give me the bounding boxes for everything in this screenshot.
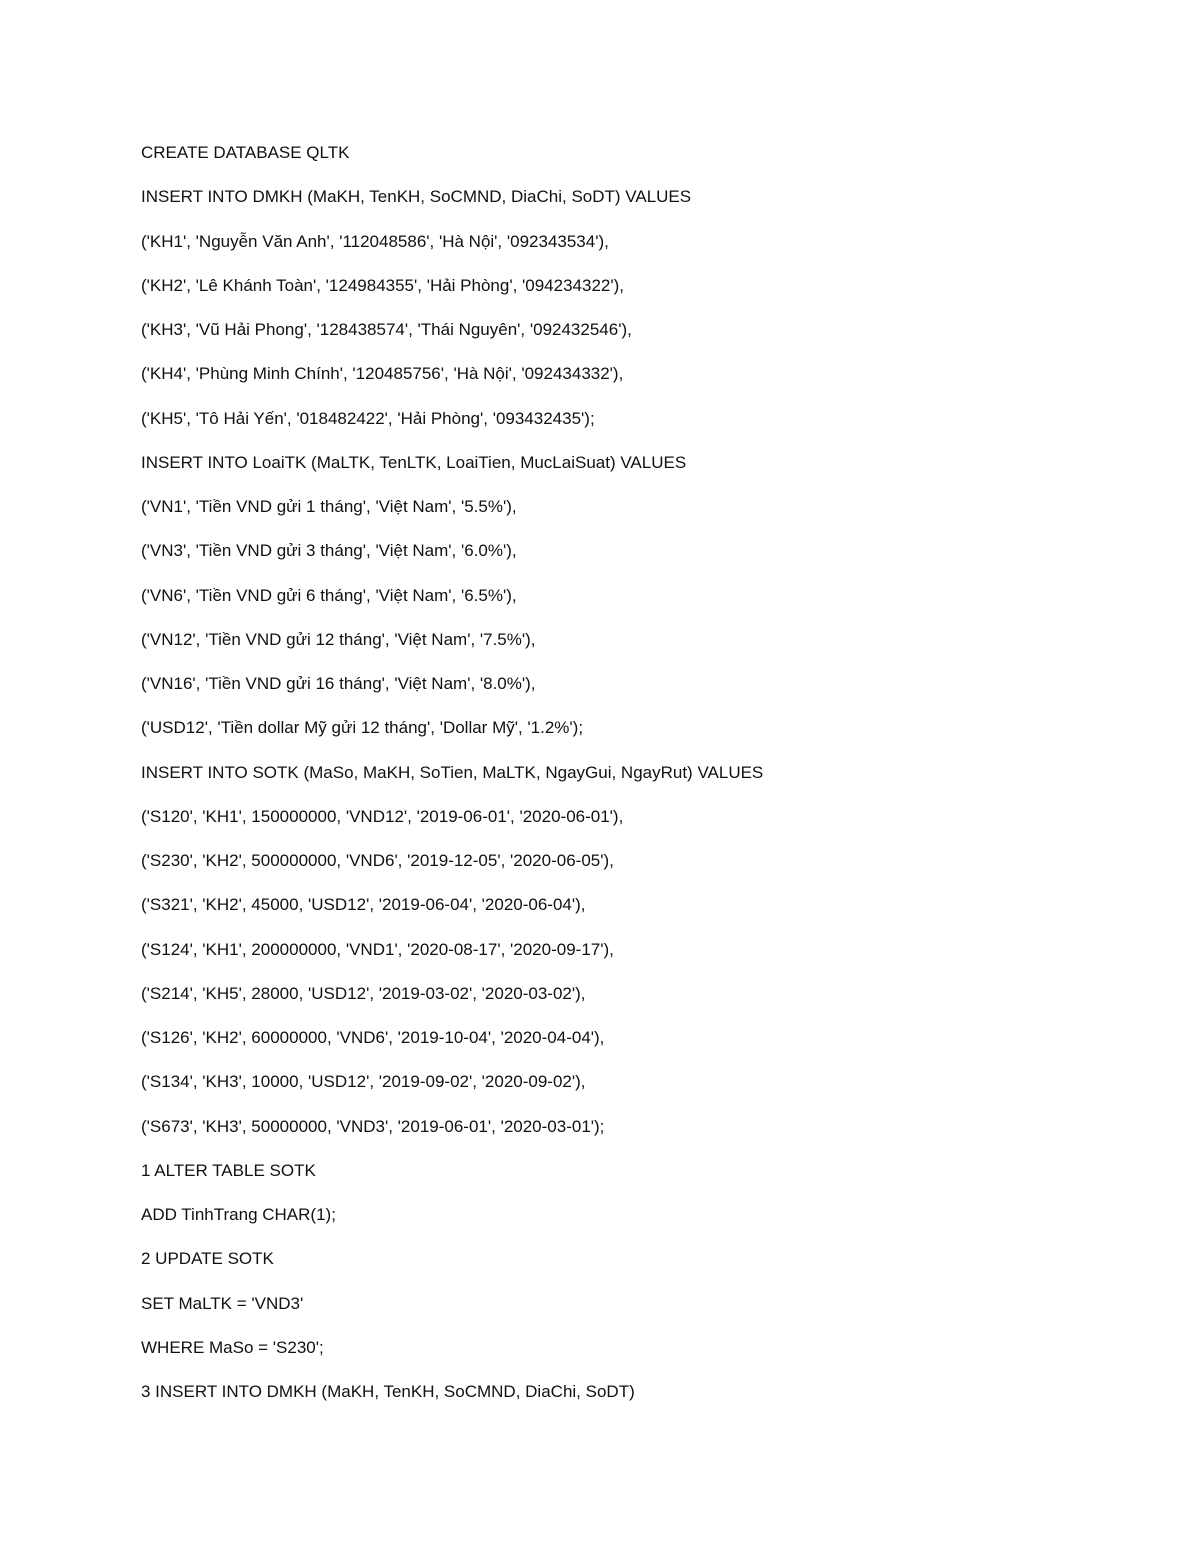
- text-line: WHERE MaSo = 'S230';: [141, 1337, 324, 1357]
- text-line: CREATE DATABASE QLTK: [141, 143, 350, 162]
- text-line: 1 ALTER TABLE SOTK: [141, 1160, 316, 1180]
- text-line: ('VN16', 'Tiền VND gửi 16 tháng', 'Việt Nam', '8.0%'),: [141, 674, 536, 693]
- text-line: ('KH4', 'Phùng Minh Chính', '120485756', 'Hà Nội', '092434332'),: [141, 364, 624, 384]
- text-line: ('S214', 'KH5', 28000, 'USD12', '2019-03-02', '2020-03-02'),: [141, 983, 586, 1003]
- text-line: ('KH3', 'Vũ Hải Phong', '128438574', 'Thái Nguyên', '092432546'),: [141, 320, 632, 339]
- text-line: ('VN3', 'Tiền VND gửi 3 tháng', 'Việt Nam', '6.0%'),: [141, 541, 517, 561]
- text-line: SET MaLTK = 'VND3': [141, 1293, 304, 1313]
- text-line: ('VN12', 'Tiền VND gửi 12 tháng', 'Việt Nam', '7.5%'),: [141, 629, 536, 649]
- text-line: ('S126', 'KH2', 60000000, 'VND6', '2019-10-04', '2020-04-04'),: [141, 1028, 605, 1047]
- text-line: ('S321', 'KH2', 45000, 'USD12', '2019-06-04', '2020-06-04'),: [141, 895, 586, 915]
- text-line: ('S230', 'KH2', 500000000, 'VND6', '2019-12-05', '2020-06-05'),: [141, 851, 614, 870]
- text-line: ('KH1', 'Nguyễn Văn Anh', '112048586', 'Hà Nội', '092343534'),: [141, 231, 609, 251]
- text-line: INSERT INTO SOTK (MaSo, MaKH, SoTien, MaLTK, NgayGui, NgayRut) VALUES: [141, 762, 764, 782]
- text-line: ('KH2', 'Lê Khánh Toàn', '124984355', 'Hải Phòng', '094234322'),: [141, 275, 624, 295]
- text-line: ('S120', 'KH1', 150000000, 'VND12', '2019-06-01', '2020-06-01'),: [141, 806, 624, 826]
- text-line: ('KH5', 'Tô Hải Yến', '018482422', 'Hải Phòng', '093432435');: [141, 408, 595, 428]
- text-line: ('S124', 'KH1', 200000000, 'VND1', '2020-08-17', '2020-09-17'),: [141, 939, 614, 959]
- text-line: INSERT INTO DMKH (MaKH, TenKH, SoCMND, DiaChi, SoDT) VALUES: [141, 187, 692, 207]
- text-line: INSERT INTO LoaiTK (MaLTK, TenLTK, LoaiTien, MucLaiSuat) VALUES: [141, 452, 687, 472]
- text-line: ('S673', 'KH3', 50000000, 'VND3', '2019-06-01', '2020-03-01');: [141, 1116, 605, 1136]
- text-line: ('VN6', 'Tiền VND gửi 6 tháng', 'Việt Nam', '6.5%'),: [141, 585, 517, 605]
- text-line: ('USD12', 'Tiền dollar Mỹ gửi 12 tháng', 'Dollar Mỹ', '1.2%');: [141, 718, 584, 738]
- text-line: ('S134', 'KH3', 10000, 'USD12', '2019-09-02', '2020-09-02'),: [141, 1072, 586, 1092]
- text-line: 2 UPDATE SOTK: [141, 1249, 274, 1269]
- text-line: ADD TinhTrang CHAR(1);: [141, 1205, 336, 1224]
- text-line: ('VN1', 'Tiền VND gửi 1 tháng', 'Việt Nam', '5.5%'),: [141, 497, 517, 516]
- document-body: [141, 141, 1121, 1424]
- text-line: 3 INSERT INTO DMKH (MaKH, TenKH, SoCMND, DiaChi, SoDT): [141, 1382, 635, 1401]
